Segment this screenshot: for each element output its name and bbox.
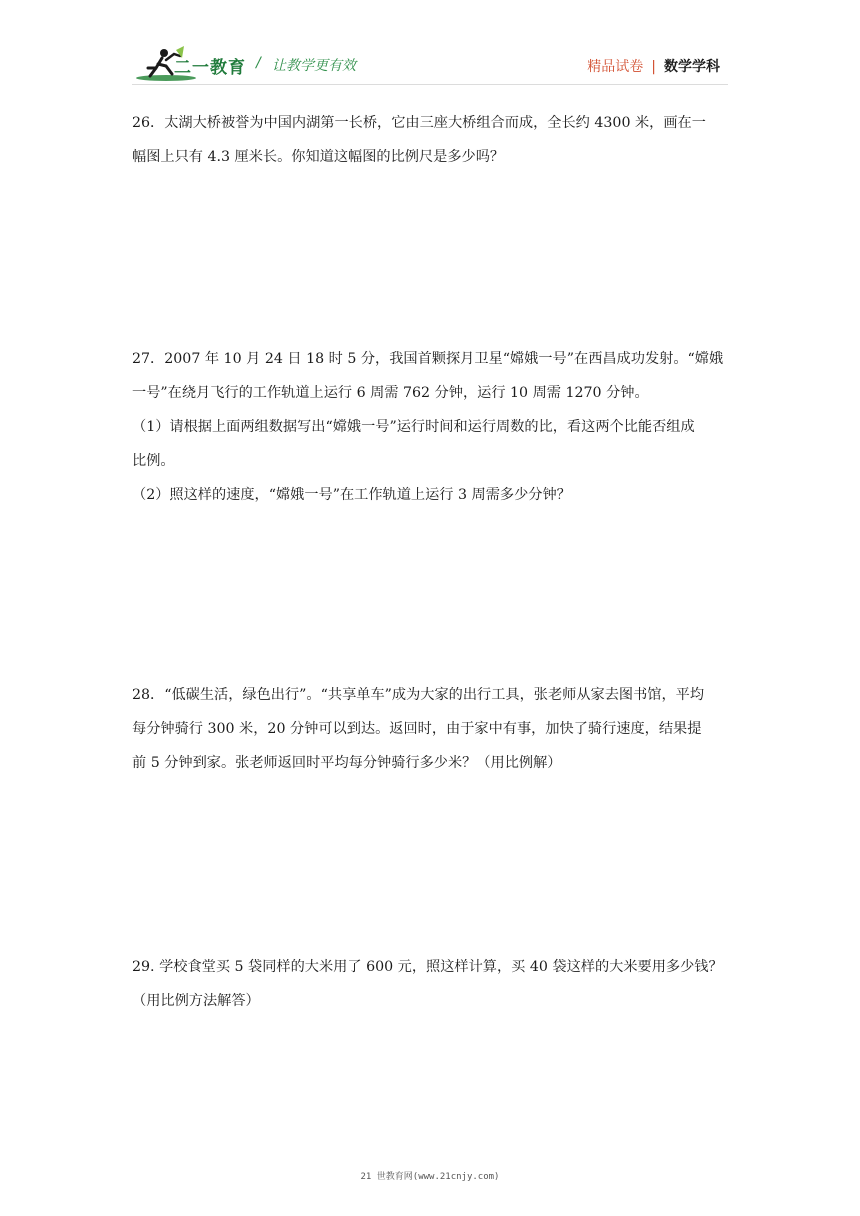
page-header (0, 0, 860, 100)
question-line: 27．2007 年 10 月 24 日 18 时 5 分，我国首颗探月卫星“嫦娥一号”在西昌成功发射。“嫦娥 (132, 351, 724, 367)
header-separator: | (651, 59, 656, 75)
question-line: （2）照这样的速度，“嫦娥一号”在工作轨道上运行 3 周需多少分钟？ (132, 487, 571, 503)
question-line: 一号”在绕月飞行的工作轨道上运行 6 周需 762 分钟，运行 10 周需 1270 分钟。 (132, 385, 649, 401)
slogan: 让教学更有效 (272, 58, 356, 74)
question-29 (132, 950, 732, 1018)
subject-label: 数学学科 (664, 59, 720, 75)
question-line: 26．太湖大桥被誉为中国内湖第一长桥，它由三座大桥组合而成，全长约 4300 米，画在一 (132, 115, 706, 131)
question-line: （1）请根据上面两组数据写出“嫦娥一号”运行时间和运行周数的比，看这两个比能否组成 (132, 419, 695, 435)
header-labels (587, 56, 720, 76)
paper-type-label: 精品试卷 (587, 59, 644, 75)
question-line: 29. 学校食堂买 5 袋同样的大米用了 600 元，照这样计算，买 40 袋这样的大米要用多少钱？ (132, 959, 723, 975)
header-divider (132, 84, 728, 85)
question-line: 幅图上只有 4.3 厘米长。你知道这幅图的比例尺是多少吗？ (132, 149, 505, 165)
question-28 (132, 678, 732, 780)
question-line: 前 5 分钟到家。张老师返回时平均每分钟骑行多少米？（用比例解） (132, 755, 562, 771)
logo-text: 二一教育 (174, 58, 246, 78)
page-footer: 21 世教育网(www.21cnjy.com) (360, 1172, 500, 1182)
slogan-divider: / (256, 55, 261, 71)
question-27 (132, 342, 732, 512)
question-26 (132, 106, 732, 174)
question-line: 比例。 (132, 453, 175, 469)
question-line: 28．“低碳生活，绿色出行”。“共享单车”成为大家的出行工具，张老师从家去图书馆，平均 (132, 687, 705, 703)
question-line: 每分钟骑行 300 米，20 分钟可以到达。返回时，由于家中有事，加快了骑行速度，结果提 (132, 721, 702, 737)
question-line: （用比例方法解答） (132, 993, 260, 1009)
